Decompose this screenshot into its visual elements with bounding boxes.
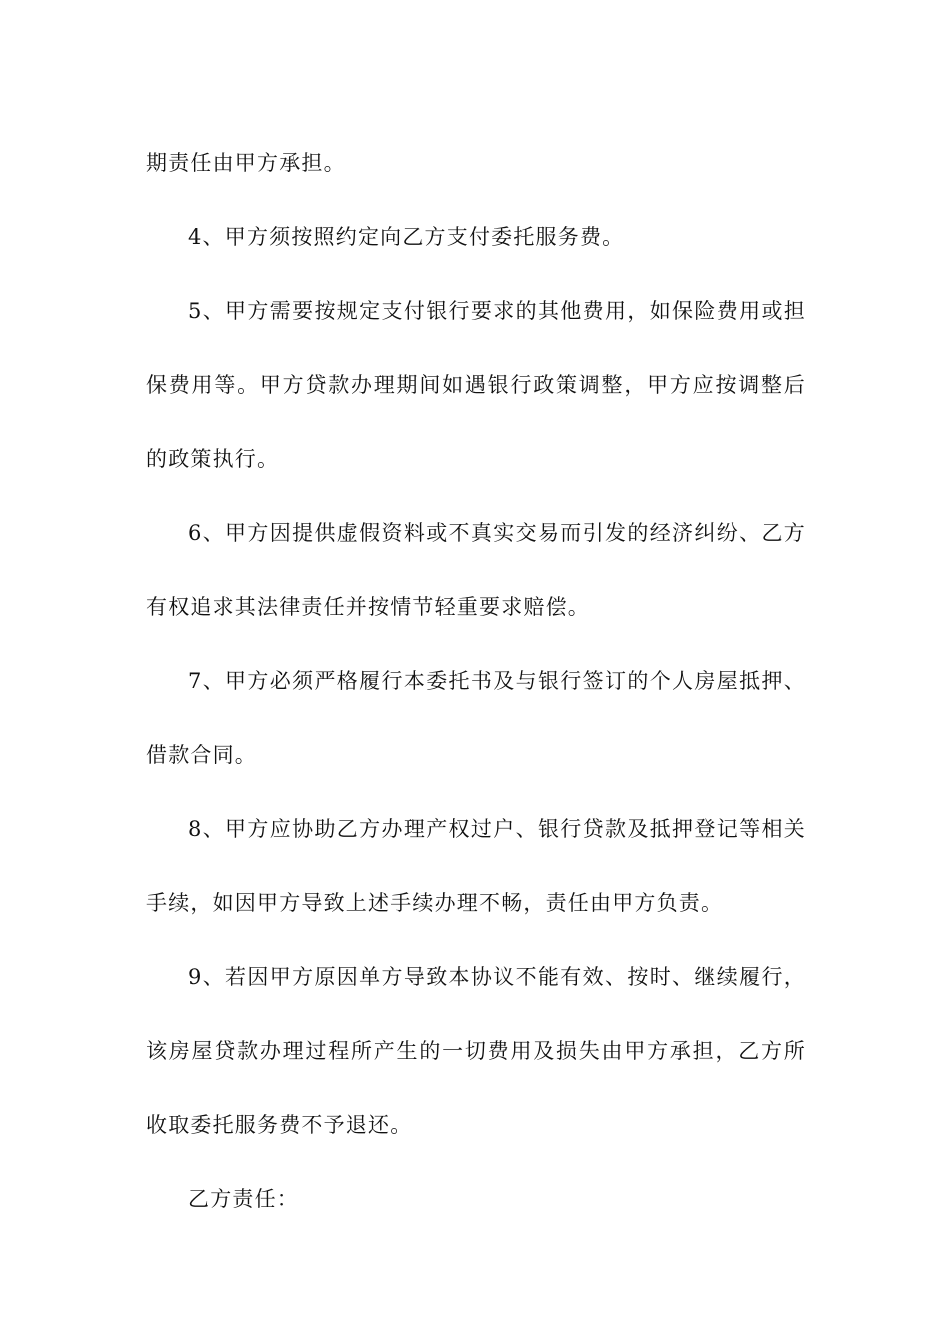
- paragraph-item-7: 7、甲方必须严格履行本委托书及与银行签订的个人房屋抵押、借款合同。: [146, 669, 806, 767]
- paragraph-item-5: 5、甲方需要按规定支付银行要求的其他费用，如保险费用或担保费用等。甲方贷款办理期间如遇银行政策调整，甲方应按调整后的政策执行。: [146, 299, 806, 471]
- paragraph-item-8: 8、甲方应协助乙方办理产权过户、银行贷款及抵押登记等相关手续，如因甲方导致上述手续办理不畅，责任由甲方负责。: [146, 817, 806, 915]
- paragraph-item-6: 6、甲方因提供虚假资料或不真实交易而引发的经济纠纷、乙方有权追求其法律责任并按情节轻重要求赔偿。: [146, 521, 806, 619]
- section-heading-party-b: 乙方责任：: [188, 1187, 299, 1211]
- paragraph-item-4: 4、甲方须按照约定向乙方支付委托服务费。: [188, 225, 625, 249]
- paragraph-continuation: 期责任由甲方承担。: [146, 151, 346, 175]
- paragraph-item-9: 9、若因甲方原因单方导致本协议不能有效、按时、继续履行，该房屋贷款办理过程所产生的一切费用及损失由甲方承担，乙方所收取委托服务费不予退还。: [146, 965, 806, 1137]
- document-body: [146, 126, 806, 1236]
